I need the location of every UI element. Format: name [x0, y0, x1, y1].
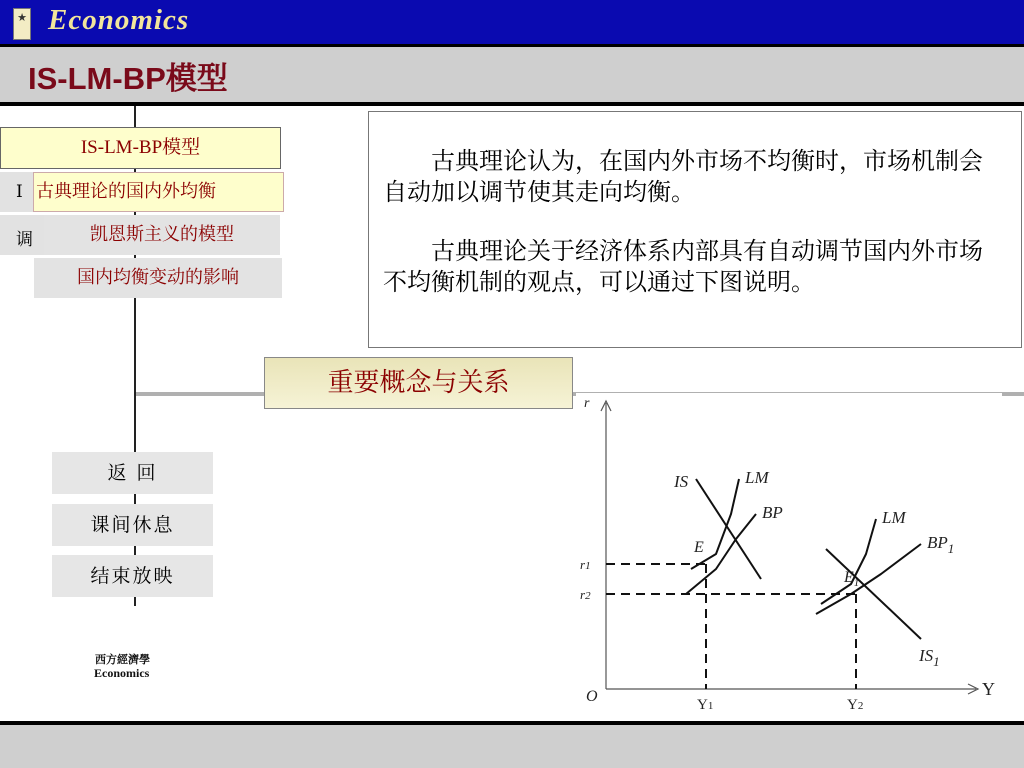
curve-label-lm: LM	[882, 508, 906, 527]
curve-label-bp: BP	[762, 503, 783, 522]
y-axis-label: r	[584, 396, 590, 411]
app-name: Economics	[48, 4, 190, 36]
app-header-bar	[0, 0, 1024, 47]
equilibrium-label: E	[694, 539, 704, 556]
menu-item-is-lm-bp[interactable]: IS-LM-BP模型	[0, 127, 281, 169]
menu-item-keynesian-model[interactable]: 凯恩斯主义的模型	[44, 215, 280, 255]
y-tick-label: r1	[580, 557, 591, 572]
x-axis-label: Y	[982, 679, 995, 699]
content-paragraph-2: 古典理论关于经济体系内部具有自动调节国内外市场不均衡机制的观点，可以通过下图说明。	[383, 237, 983, 296]
curve-label-lm: LM	[745, 468, 769, 487]
break-button[interactable]: 课间休息	[52, 504, 213, 546]
origin-label: O	[586, 688, 598, 705]
curve-label-is1: $IS_1$	[919, 646, 940, 669]
menu-item-domestic-equilibrium-impact[interactable]: 国内均衡变动的影响	[34, 258, 282, 298]
y-tick-label: r2	[580, 587, 591, 602]
end-show-button[interactable]: 结束放映	[52, 555, 213, 597]
content-paragraph-1: 古典理论认为，在国内外市场不均衡时，市场机制会自动加以调节使其走向均衡。	[383, 147, 983, 206]
brand-chinese: 西方經濟學	[95, 653, 150, 666]
menu-underlying-label: I	[16, 182, 23, 202]
x-tick-label: Y1	[697, 697, 714, 713]
page-title: IS-LM-BP模型	[28, 61, 228, 96]
x-tick-label: Y2	[847, 697, 864, 713]
equilibrium-label: $E_1$	[844, 569, 860, 589]
brand-english: Economics	[94, 666, 150, 680]
content-text-box	[368, 111, 1022, 348]
is-lm-bp-diagram	[576, 393, 1002, 715]
key-concepts-button[interactable]: 重要概念与关系	[264, 357, 573, 409]
curve-label-bp1: $BP_1$	[927, 533, 955, 556]
menu-underlying-label: 调	[16, 230, 33, 250]
curve-label-is: IS	[674, 472, 689, 491]
footer-bar	[0, 721, 1024, 768]
book-star-icon: ★	[13, 8, 31, 40]
back-button[interactable]: 返 回	[52, 452, 213, 494]
title-bar	[0, 47, 1024, 106]
menu-item-classical-equilibrium[interactable]: 古典理论的国内外均衡	[33, 172, 284, 212]
